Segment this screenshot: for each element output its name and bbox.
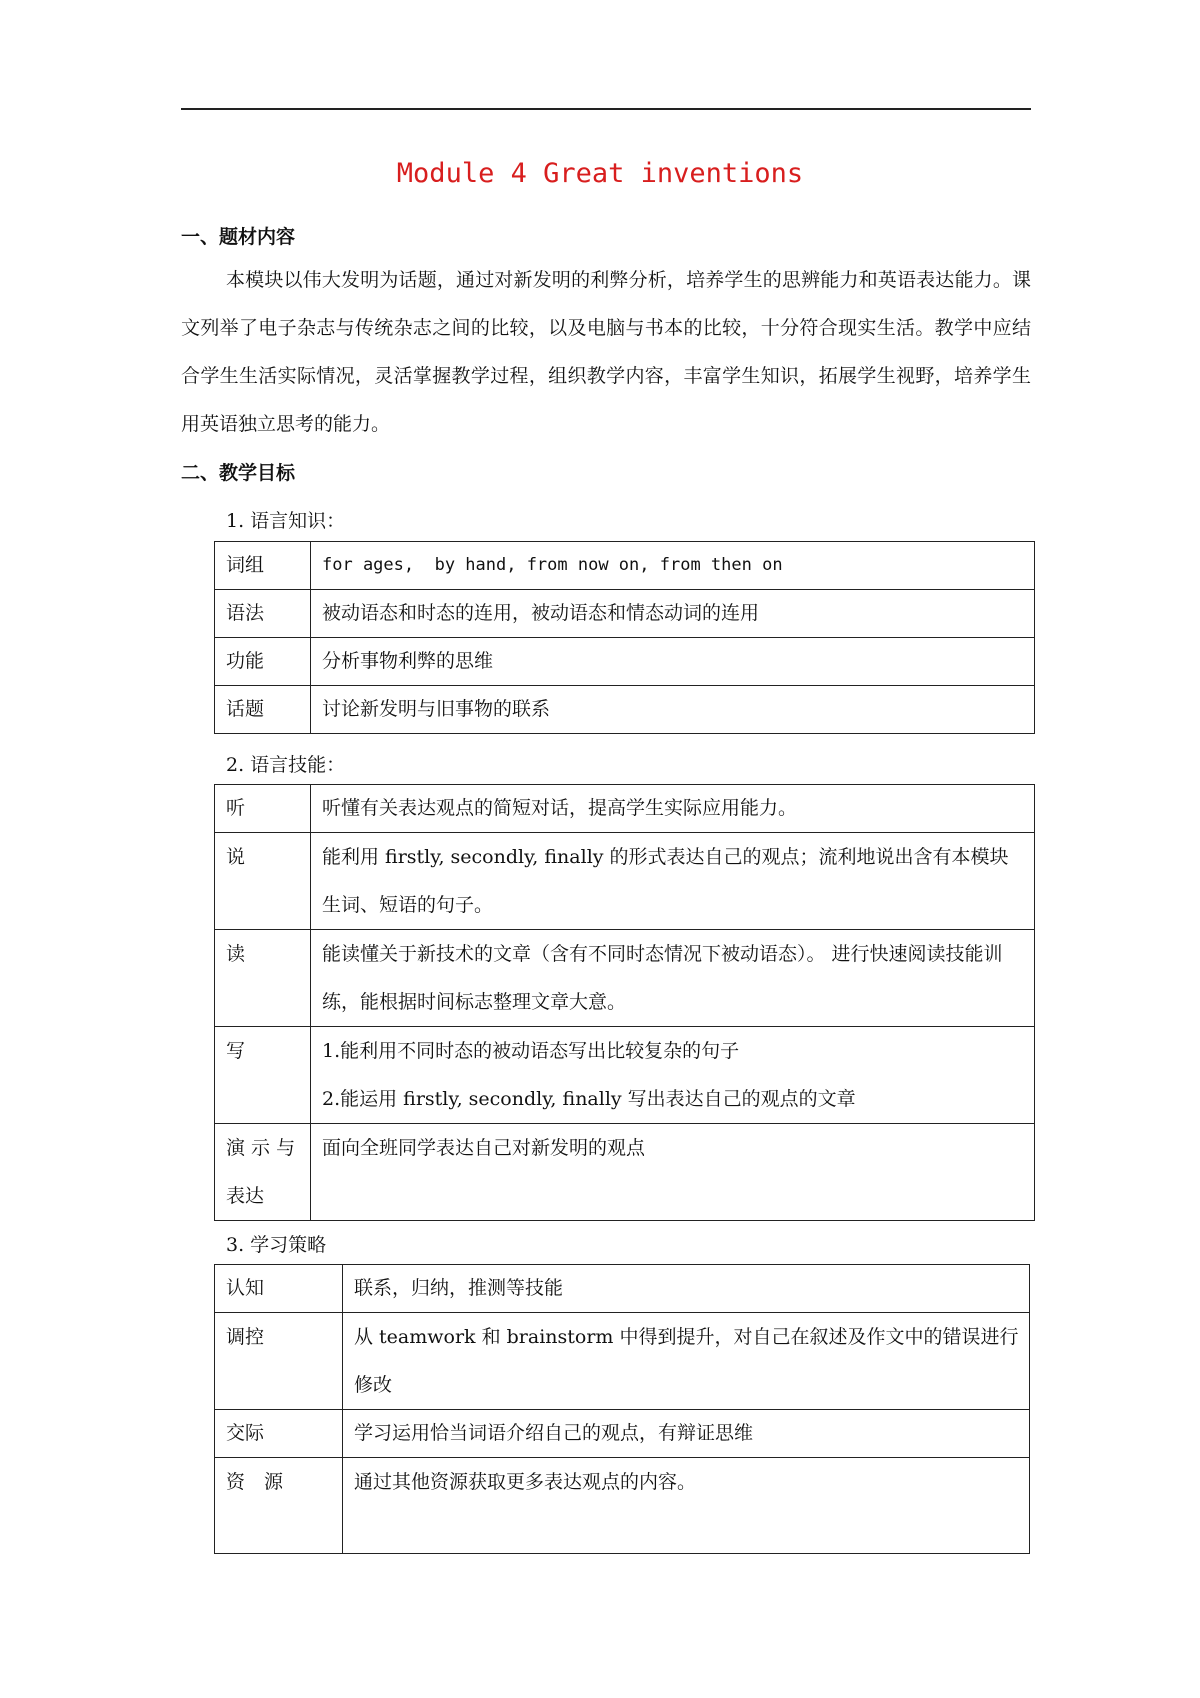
table-row (215, 1124, 1035, 1221)
table-row (215, 686, 1035, 734)
row-label: 语法 (215, 590, 311, 638)
table-row (215, 1410, 1030, 1458)
row-content: 能读懂关于新技术的文章（含有不同时态情况下被动语态）。 进行快速阅读技能训练，能根据时间标志整理文章大意。 (311, 930, 1035, 1027)
table-row (215, 833, 1035, 930)
row-label: 读 (215, 930, 311, 1027)
table-row (215, 590, 1035, 638)
sub-heading-language-knowledge: 1. 语言知识： (226, 510, 346, 532)
row-label: 资 源 (215, 1458, 343, 1554)
row-label: 说 (215, 833, 311, 930)
row-label: 功能 (215, 638, 311, 686)
table-row (215, 1458, 1030, 1554)
row-content: 分析事物利弊的思维 (311, 638, 1035, 686)
row-content: 联系，归纳，推测等技能 (343, 1265, 1030, 1313)
section-heading-goals: 二、教学目标 (181, 462, 296, 484)
row-content: 听懂有关表达观点的简短对话，提高学生实际应用能力。 (311, 785, 1035, 833)
row-content (311, 1027, 1035, 1124)
table-row (215, 930, 1035, 1027)
row-label: 调控 (215, 1313, 343, 1410)
row-label: 话题 (215, 686, 311, 734)
table-row (215, 638, 1035, 686)
table-row (215, 785, 1035, 833)
sub-heading-language-skills: 2. 语言技能： (226, 754, 346, 776)
sub-heading-learning-strategies: 3. 学习策略 (226, 1234, 327, 1256)
table-row (215, 542, 1035, 590)
row-label: 交际 (215, 1410, 343, 1458)
writing-line-2: 2.能运用 firstly, secondly, finally 写出表达自己的观点的文章 (322, 1088, 856, 1110)
row-label: 写 (215, 1027, 311, 1124)
header-rule (181, 108, 1031, 110)
row-label: 认知 (215, 1265, 343, 1313)
row-label: 听 (215, 785, 311, 833)
table-row (215, 1027, 1035, 1124)
row-content: for ages, by hand, from now on, from then on (311, 542, 1035, 590)
row-label: 演 示 与 表达 (215, 1124, 311, 1221)
row-content: 被动语态和时态的连用，被动语态和情态动词的连用 (311, 590, 1035, 638)
page-title: Module 4 Great inventions (396, 158, 804, 189)
row-content: 从 teamwork 和 brainstorm 中得到提升，对自己在叙述及作文中的错误进行修改 (343, 1313, 1030, 1410)
language-knowledge-table (214, 541, 1035, 734)
learning-strategies-table (214, 1264, 1030, 1554)
row-content: 学习运用恰当词语介绍自己的观点，有辩证思维 (343, 1410, 1030, 1458)
table-row (215, 1313, 1030, 1410)
table-row (215, 1265, 1030, 1313)
row-content: 面向全班同学表达自己对新发明的观点 (311, 1124, 1035, 1221)
section-heading-content: 一、题材内容 (181, 226, 296, 248)
language-skills-table (214, 784, 1035, 1221)
row-content: 讨论新发明与旧事物的联系 (311, 686, 1035, 734)
row-content: 能利用 firstly, secondly, finally 的形式表达自己的观点；流利地说出含有本模块生词、短语的句子。 (311, 833, 1035, 930)
writing-line-1: 1.能利用不同时态的被动语态写出比较复杂的句子 (322, 1040, 740, 1062)
row-label: 词组 (215, 542, 311, 590)
content-paragraph: 本模块以伟大发明为话题，通过对新发明的利弊分析，培养学生的思辨能力和英语表达能力。课文列举了电子杂志与传统杂志之间的比较，以及电脑与书本的比较，十分符合现实生活。教学中应结合学生生活实际情况，灵活掌握教学过程，组织教学内容，丰富学生知识，拓展学生视野，培养学生用英语独立思考的能力。 (181, 269, 1031, 435)
row-content: 通过其他资源获取更多表达观点的内容。 (343, 1458, 1030, 1554)
